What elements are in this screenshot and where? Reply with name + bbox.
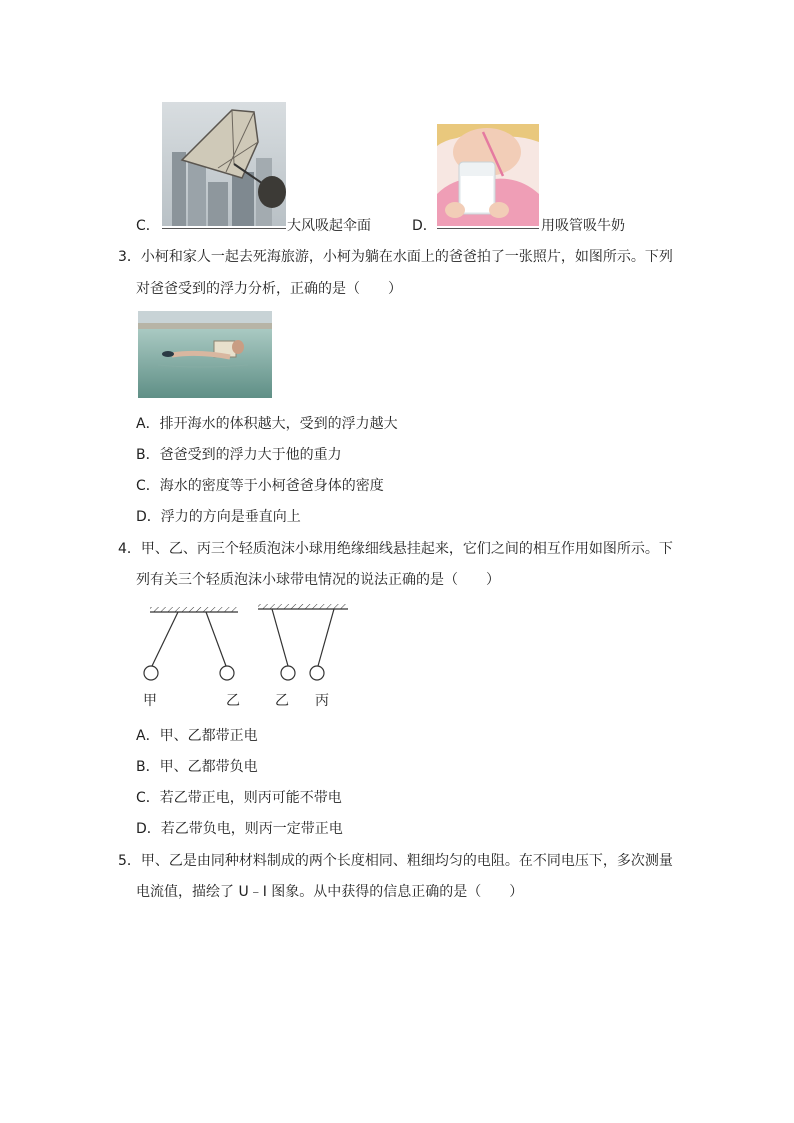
q4-option-c: C．若乙带正电，则丙可能不带电 xyxy=(136,790,342,806)
q5-stem-line2: 电流值，描绘了 U﹣I 图象。从中获得的信息正确的是（ ） xyxy=(136,884,524,900)
ball-yi-right xyxy=(281,666,295,680)
option-c-letter: C． xyxy=(136,218,160,234)
q3-stem-line1: 3．小柯和家人一起去死海旅游，小柯为躺在水面上的爸爸拍了一张照片，如图所示。下列 xyxy=(118,249,673,265)
dead-sea-photo xyxy=(138,311,272,398)
option-c-text: 大风吸起伞面 xyxy=(287,218,371,234)
ball-yi-left xyxy=(220,666,234,680)
ball-jia xyxy=(144,666,158,680)
q4-stem-line1: 4．甲、乙、丙三个轻质泡沫小球用绝缘细线悬挂起来，它们之间的相互作用如图所示。下 xyxy=(118,541,673,557)
charged-balls-diagram xyxy=(140,604,356,690)
umbrella-photo xyxy=(162,102,286,226)
q5-stem-line1: 5．甲、乙是由同种材料制成的两个长度相同、粗细均匀的电阻。在不同电压下，多次测量 xyxy=(118,853,673,869)
label-yi-left: 乙 xyxy=(226,693,240,709)
q4-option-a: A．甲、乙都带正电 xyxy=(136,728,258,744)
q4-stem-line2: 列有关三个轻质泡沫小球带电情况的说法正确的是（ ） xyxy=(136,572,500,588)
q3-option-a: A．排开海水的体积越大，受到的浮力越大 xyxy=(136,416,398,432)
label-bing: 丙 xyxy=(315,693,329,709)
option-c-underline xyxy=(162,228,286,229)
q3-stem-line2: 对爸爸受到的浮力分析，正确的是（ ） xyxy=(136,281,402,297)
ball-bing xyxy=(310,666,324,680)
option-d-text: 用吸管吸牛奶 xyxy=(541,218,625,234)
q4-option-d: D．若乙带负电，则丙一定带正电 xyxy=(136,821,343,837)
option-d-underline xyxy=(437,228,539,229)
label-yi-right: 乙 xyxy=(275,693,289,709)
option-d-letter: D． xyxy=(412,218,437,234)
milk-straw-photo xyxy=(437,124,539,226)
q4-option-b: B．甲、乙都带负电 xyxy=(136,759,258,775)
label-jia: 甲 xyxy=(143,693,157,709)
q3-option-b: B．爸爸受到的浮力大于他的重力 xyxy=(136,447,342,463)
q3-option-c: C．海水的密度等于小柯爸爸身体的密度 xyxy=(136,478,384,494)
q3-option-d: D．浮力的方向是垂直向上 xyxy=(136,509,301,525)
